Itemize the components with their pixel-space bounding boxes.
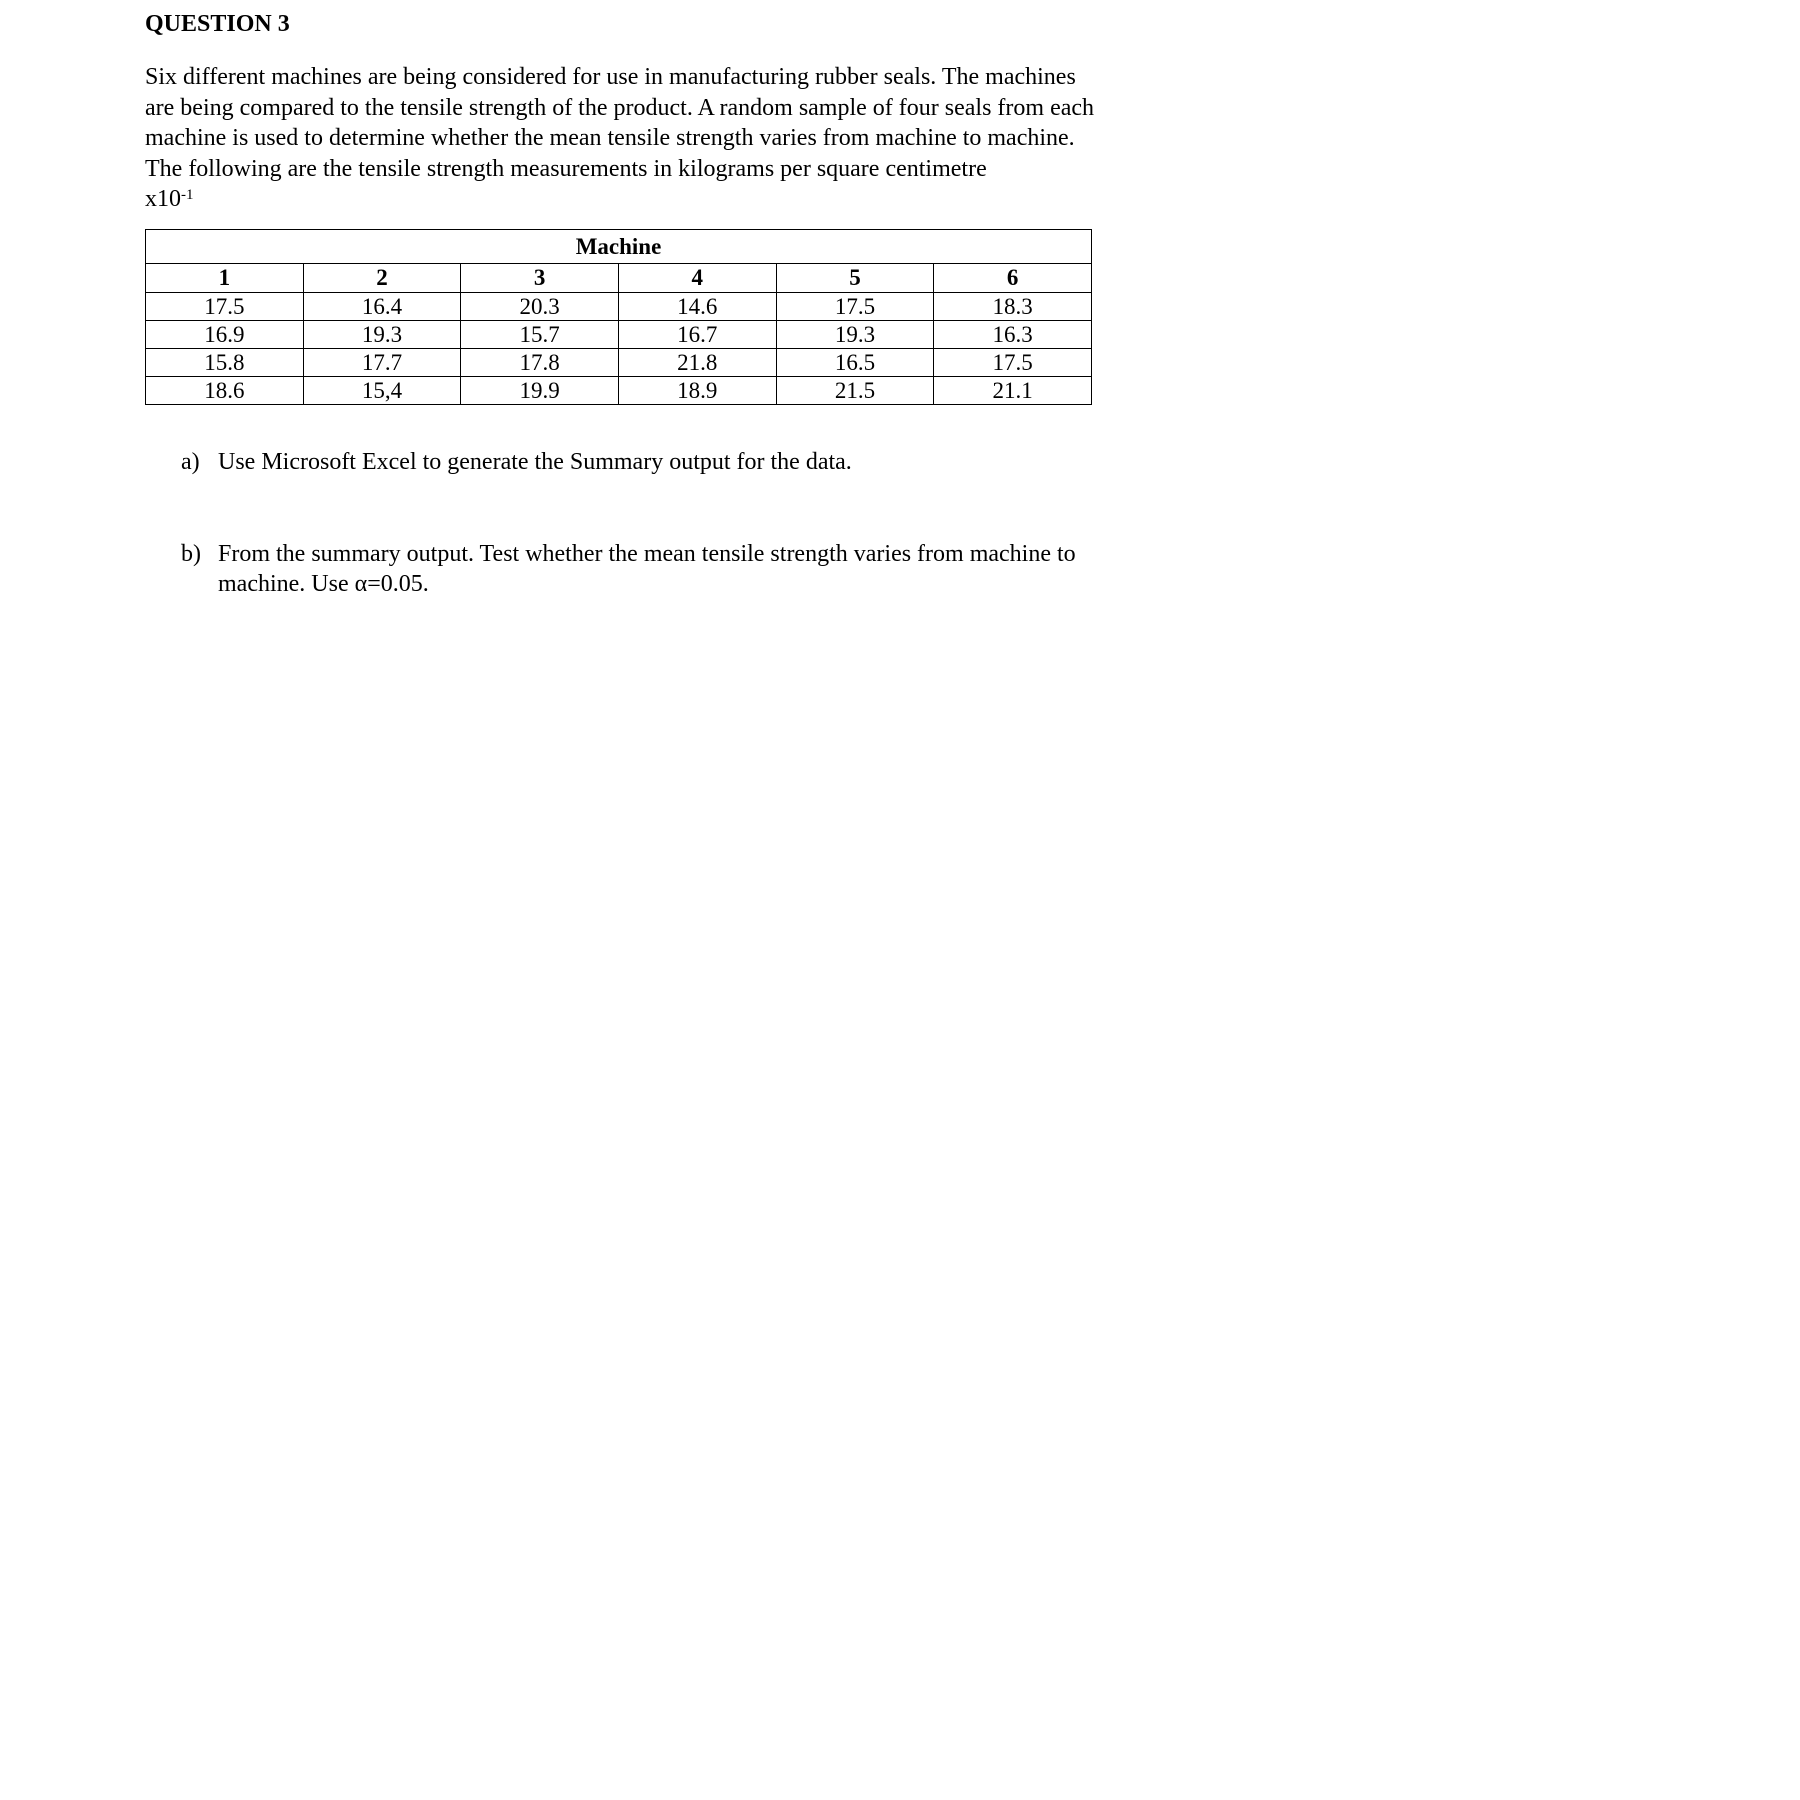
column-header: 5 — [776, 263, 934, 292]
table-cell: 21.5 — [776, 376, 934, 404]
question-intro — [145, 62, 1095, 215]
part-label: a) — [181, 448, 200, 475]
table-cell: 15,4 — [303, 376, 461, 404]
column-header: 4 — [618, 263, 776, 292]
unit-base: x10 — [145, 186, 181, 212]
table-cell: 17.5 — [776, 292, 934, 320]
table-title-row — [146, 229, 1092, 263]
table-cell: 16.9 — [146, 320, 304, 348]
table-cell: 16.5 — [776, 348, 934, 376]
table-cell: 17.8 — [461, 348, 619, 376]
table-cell: 19.3 — [303, 320, 461, 348]
table-cell: 16.3 — [934, 320, 1092, 348]
table-row — [146, 292, 1092, 320]
table-cell: 17.5 — [146, 292, 304, 320]
column-header: 3 — [461, 263, 619, 292]
table-row — [146, 348, 1092, 376]
part-b — [145, 539, 1095, 599]
table-cell: 20.3 — [461, 292, 619, 320]
table-cell: 19.9 — [461, 376, 619, 404]
table-cell: 21.8 — [618, 348, 776, 376]
table-cell: 19.3 — [776, 320, 934, 348]
table-row — [146, 376, 1092, 404]
table-cell: 18.3 — [934, 292, 1092, 320]
part-a — [145, 447, 1095, 477]
table-row — [146, 320, 1092, 348]
column-header: 6 — [934, 263, 1092, 292]
table-cell: 14.6 — [618, 292, 776, 320]
table-cell: 16.7 — [618, 320, 776, 348]
part-text: Use Microsoft Excel to generate the Summary output for the data. — [218, 448, 852, 475]
column-header: 1 — [146, 263, 304, 292]
table-header-row — [146, 263, 1092, 292]
question-title: QUESTION 3 — [145, 11, 290, 37]
column-header: 2 — [303, 263, 461, 292]
table-cell: 15.7 — [461, 320, 619, 348]
table-cell: 21.1 — [934, 376, 1092, 404]
tensile-strength-table — [145, 229, 1092, 405]
table-cell: 16.4 — [303, 292, 461, 320]
table-cell: 17.7 — [303, 348, 461, 376]
table-cell: 17.5 — [934, 348, 1092, 376]
intro-text: Six different machines are being considered for use in manufacturing rubber seals. The machines are being compared to the tensile strength of the product. A random sample of four seals from each machine is used to determine whether the mean tensile strength varies from machine to machine. The following are the tensile strength measurements in kilograms per square centimetre — [145, 64, 1095, 182]
part-label: b) — [181, 540, 201, 567]
unit-exponent: -1 — [181, 187, 194, 203]
table-cell: 18.9 — [618, 376, 776, 404]
part-text: From the summary output. Test whether the mean tensile strength varies from machine to machine. Use α=0.05. — [218, 540, 1076, 597]
table-cell: 18.6 — [146, 376, 304, 404]
question-parts — [145, 447, 1095, 599]
document-page — [145, 8, 1095, 599]
table-title: Machine — [146, 229, 1092, 263]
table-cell: 15.8 — [146, 348, 304, 376]
